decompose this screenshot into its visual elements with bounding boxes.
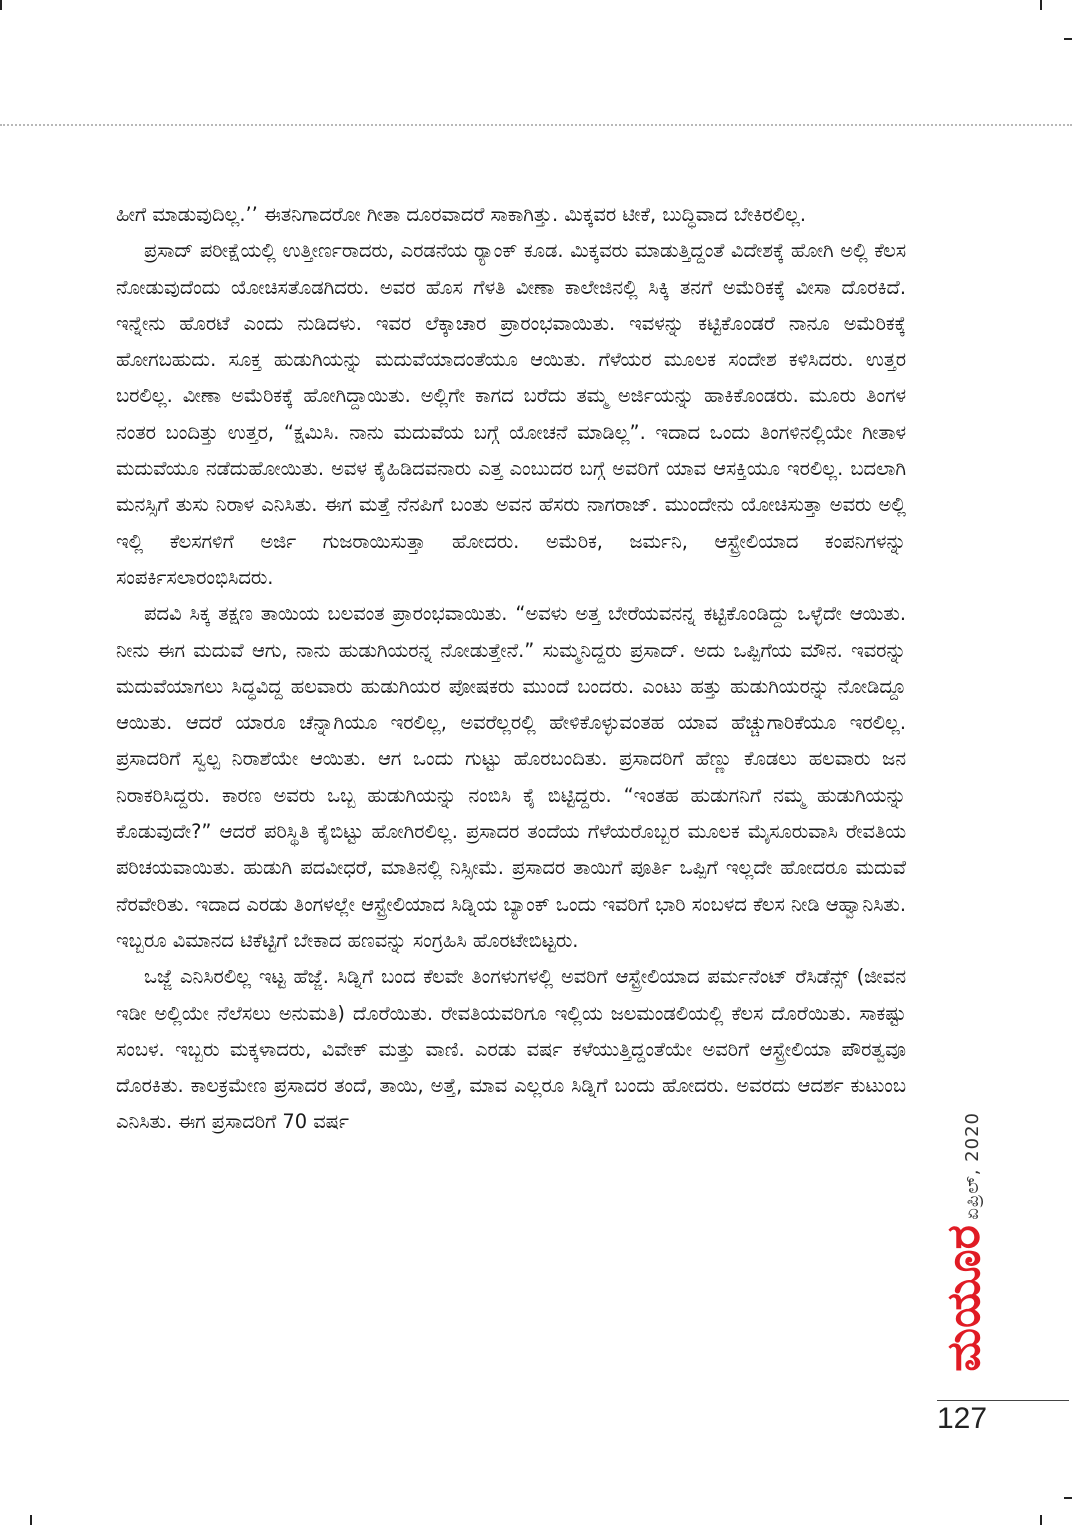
crop-mark-right-upper bbox=[1064, 38, 1072, 40]
paragraph: ಪ್ರಸಾದ್ ಪರೀಕ್ಷೆಯಲ್ಲಿ ಉತ್ತೀರ್ಣರಾದರು, ಎರಡನೆಯ ರ್‍ಯಾಂಕ್ ಕೂಡ. ಮಿಕ್ಕವರು ಮಾಡುತ್ತಿದ್ದಂತೆ ವಿದೇಶಕ್ಕೆ ಹೋಗಿ ಅಲ್ಲಿ ಕೆಲಸ ನೋಡುವುದೆಂದು ಯೋಚಿಸತೊಡಗಿದರು. ಅವರ ಹೊಸ ಗೆಳತಿ ವೀಣಾ ಕಾಲೇಜಿನಲ್ಲಿ ಸಿಕ್ಕಿ ತನಗೆ ಅಮೆರಿಕಕ್ಕೆ ವೀಸಾ ದೊರಕಿದೆ. ಇನ್ನೇನು ಹೊರಟೆ ಎಂದು ನುಡಿದಳು. ಇವರ ಲೆಕ್ಕಾಚಾರ ಪ್ರಾರಂಭವಾಯಿತು. ಇವಳನ್ನು ಕಟ್ಟಿಕೊಂಡರೆ ನಾನೂ ಅಮೆರಿಕಕ್ಕೆ ಹೋಗಬಹುದು. ಸೂಕ್ತ ಹುಡುಗಿಯನ್ನು ಮದುವೆಯಾದಂತೆಯೂ ಆಯಿತು. ಗೆಳೆಯರ ಮೂಲಕ ಸಂದೇಶ ಕಳಿಸಿದರು. ಉತ್ತರ ಬರಲಿಲ್ಲ. ವೀಣಾ ಅಮೆರಿಕಕ್ಕೆ ಹೋಗಿದ್ದಾಯಿತು. ಅಲ್ಲಿಗೇ ಕಾಗದ ಬರೆದು ತಮ್ಮ ಅರ್ಜಿಯನ್ನು ಹಾಕಿಕೊಂಡರು. ಮೂರು ತಿಂಗಳ ನಂತರ ಬಂದಿತ್ತು ಉತ್ತರ, “ಕ್ಷಮಿಸಿ. ನಾನು ಮದುವೆಯ ಬಗ್ಗೆ ಯೋಚನೆ ಮಾಡಿಲ್ಲ”. ಇದಾದ ಒಂದು ತಿಂಗಳಿನಲ್ಲಿಯೇ ಗೀತಾಳ ಮದುವೆಯೂ ನಡೆದುಹೋಯಿತು. ಅವಳ ಕೈಹಿಡಿದವನಾರು ಎತ್ತ ಎಂಬುದರ ಬಗ್ಗೆ ಅವರಿಗೆ ಯಾವ ಆಸಕ್ತಿಯೂ ಇರಲಿಲ್ಲ. ಬದಲಾಗಿ ಮನಸ್ಸಿಗೆ ತುಸು ನಿರಾಳ ಎನಿಸಿತು. ಈಗ ಮತ್ತೆ ನೆನಪಿಗೆ ಬಂತು ಅವನ ಹೆಸರು ನಾಗರಾಜ್. ಮುಂದೇನು ಯೋಚಿಸುತ್ತಾ ಅವರು ಅಲ್ಲಿ ಇಲ್ಲಿ ಕೆಲಸಗಳಿಗೆ ಅರ್ಜಿ ಗುಜರಾಯಿಸುತ್ತಾ ಹೋದರು. ಅಮೆರಿಕ, ಜರ್ಮನಿ, ಆಸ್ಟ್ರೇಲಿಯಾದ ಕಂಪನಿಗಳನ್ನು ಸಂಪರ್ಕಿಸಲಾರಂಭಿಸಿದರು. bbox=[116, 239, 906, 589]
crop-mark-top-left bbox=[0, 0, 2, 10]
page-number: 127 bbox=[937, 1402, 988, 1435]
crop-mark-right-lower bbox=[1064, 1497, 1072, 1499]
issue-date: ಏಪ್ರಿಲ್, 2020 bbox=[962, 1112, 983, 1220]
page-number-rule bbox=[937, 1400, 1069, 1401]
crop-mark-bottom-right bbox=[1040, 1515, 1042, 1525]
paragraph: ಹೀಗೆ ಮಾಡುವುದಿಲ್ಲ.’’ ಈತನಿಗಾದರೋ ಗೀತಾ ದೂರವಾದರೆ ಸಾಕಾಗಿತ್ತು. ಮಿಕ್ಕವರ ಟೀಕೆ, ಬುದ್ಧಿವಾದ ಬೇಕಿರಲಿಲ್ಲ. bbox=[116, 203, 807, 226]
header-dotted-rule bbox=[0, 124, 1072, 126]
crop-mark-bottom-left bbox=[30, 1515, 32, 1525]
paragraph: ಪದವಿ ಸಿಕ್ಕ ತಕ್ಷಣ ತಾಯಿಯ ಬಲವಂತ ಪ್ರಾರಂಭವಾಯಿತು. “ಅವಳು ಅತ್ತ ಬೇರೆಯವನನ್ನ ಕಟ್ಟಿಕೊಂಡಿದ್ದು ಒಳ್ಳೆದೇ ಆಯಿತು. ನೀನು ಈಗ ಮದುವೆ ಆಗು, ನಾನು ಹುಡುಗಿಯರನ್ನ ನೋಡುತ್ತೇನೆ.” ಸುಮ್ಮನಿದ್ದರು ಪ್ರಸಾದ್. ಅದು ಒಪ್ಪಿಗೆಯ ಮೌನ. ಇವರನ್ನು ಮದುವೆಯಾಗಲು ಸಿದ್ಧವಿದ್ದ ಹಲವಾರು ಹುಡುಗಿಯರ ಪೋಷಕರು ಮುಂದೆ ಬಂದರು. ಎಂಟು ಹತ್ತು ಹುಡುಗಿಯರನ್ನು ನೋಡಿದ್ದೂ ಆಯಿತು. ಆದರೆ ಯಾರೂ ಚೆನ್ನಾಗಿಯೂ ಇರಲಿಲ್ಲ, ಅವರೆಲ್ಲರಲ್ಲಿ ಹೇಳಿಕೊಳ್ಳುವಂತಹ ಯಾವ ಹೆಚ್ಚುಗಾರಿಕೆಯೂ ಇರಲಿಲ್ಲ. ಪ್ರಸಾದರಿಗೆ ಸ್ವಲ್ಪ ನಿರಾಶೆಯೇ ಆಯಿತು. ಆಗ ಒಂದು ಗುಟ್ಟು ಹೊರಬಂದಿತು. ಪ್ರಸಾದರಿಗೆ ಹೆಣ್ಣು ಕೊಡಲು ಹಲವಾರು ಜನ ನಿರಾಕರಿಸಿದ್ದರು. ಕಾರಣ ಅವರು ಒಬ್ಬ ಹುಡುಗಿಯನ್ನು ನಂಬಿಸಿ ಕೈ ಬಿಟ್ಟಿದ್ದರು. “ಇಂತಹ ಹುಡುಗನಿಗೆ ನಮ್ಮ ಹುಡುಗಿಯನ್ನು ಕೊಡುವುದೇ?” ಆದರೆ ಪರಿಸ್ಥಿತಿ ಕೈಬಿಟ್ಟು ಹೋಗಿರಲಿಲ್ಲ. ಪ್ರಸಾದರ ತಂದೆಯ ಗೆಳೆಯರೊಬ್ಬರ ಮೂಲಕ ಮೈಸೂರುವಾಸಿ ರೇವತಿಯ ಪರಿಚಯವಾಯಿತು. ಹುಡುಗಿ ಪದವೀಧರೆ, ಮಾತಿನಲ್ಲಿ ನಿಸ್ಸೀಮೆ. ಪ್ರಸಾದರ ತಾಯಿಗೆ ಪೂರ್ತಿ ಒಪ್ಪಿಗೆ ಇಲ್ಲದೇ ಹೋದರೂ ಮದುವೆ ನೆರವೇರಿತು. ಇದಾದ ಎರಡು ತಿಂಗಳಲ್ಲೇ ಆಸ್ಟ್ರೇಲಿಯಾದ ಸಿಡ್ನಿಯ ಬ್ಯಾಂಕ್ ಒಂದು ಇವರಿಗೆ ಭಾರಿ ಸಂಬಳದ ಕೆಲಸ ನೀಡಿ ಆಹ್ವಾನಿಸಿತು. ಇಬ್ಬರೂ ವಿಮಾನದ ಟಿಕೆಟ್ಟಿಗೆ ಬೇಕಾದ ಹಣವನ್ನು ಸಂಗ್ರಹಿಸಿ ಹೊರಟೇಬಿಟ್ಟರು. bbox=[116, 602, 906, 952]
magazine-logo: ಮಯೂರ bbox=[936, 1225, 990, 1372]
crop-mark-top-right bbox=[1040, 0, 1042, 10]
paragraph: ಒಜ್ಜೆ ಎನಿಸಿರಲಿಲ್ಲ ಇಟ್ಟ ಹೆಜ್ಜೆ. ಸಿಡ್ನಿಗೆ ಬಂದ ಕೆಲವೇ ತಿಂಗಳುಗಳಲ್ಲಿ ಅವರಿಗೆ ಆಸ್ಟ್ರೇಲಿಯಾದ ಪರ್ಮನೆಂಟ್ ರೆಸಿಡೆನ್ಸ್ (ಜೀವನ ಇಡೀ ಅಲ್ಲಿಯೇ ನೆಲೆಸಲು ಅನುಮತಿ) ದೊರೆಯಿತು. ರೇವತಿಯವರಿಗೂ ಇಲ್ಲಿಯ ಜಲಮಂಡಲಿಯಲ್ಲಿ ಕೆಲಸ ದೊರೆಯಿತು. ಸಾಕಷ್ಟು ಸಂಬಳ. ಇಬ್ಬರು ಮಕ್ಕಳಾದರು, ವಿವೇಕ್ ಮತ್ತು ವಾಣಿ. ಎರಡು ವರ್ಷ ಕಳೆಯುತ್ತಿದ್ದಂತೆಯೇ ಅವರಿಗೆ ಆಸ್ಟ್ರೇಲಿಯಾ ಪೌರತ್ವವೂ ದೊರಕಿತು. ಕಾಲಕ್ರಮೇಣ ಪ್ರಸಾದರ ತಂದೆ, ತಾಯಿ, ಅತ್ತೆ, ಮಾವ ಎಲ್ಲರೂ ಸಿಡ್ನಿಗೆ ಬಂದು ಹೋದರು. ಅವರದು ಆದರ್ಶ ಕುಟುಂಬ ಎನಿಸಿತು. ಈಗ ಪ್ರಸಾದರಿಗೆ 70 ವರ್ಷ bbox=[116, 965, 906, 1134]
article-body bbox=[116, 197, 906, 1141]
